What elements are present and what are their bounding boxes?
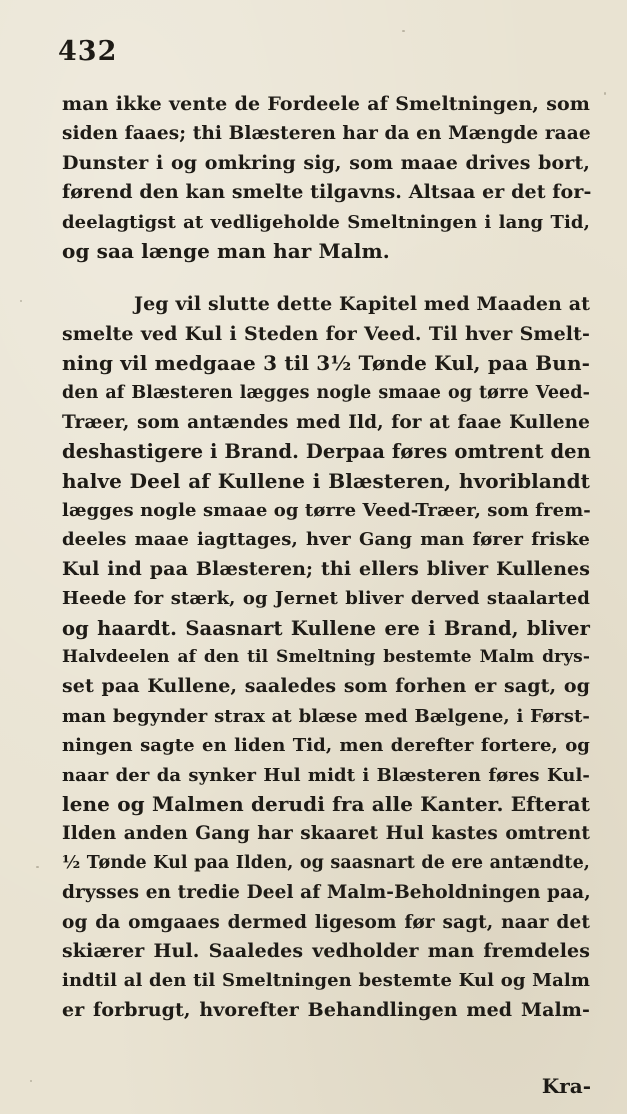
text-line: Dunster i og omkring sig, som maae drives bort, bbox=[62, 151, 590, 174]
text-line: Halvdeelen af den til Smeltning bestemte Malm drys- bbox=[62, 647, 590, 668]
text-line: Træer, som antændes med Ild, for at faae Kullene bbox=[62, 411, 590, 433]
paragraph-2 bbox=[62, 290, 590, 1025]
text-line: naar der da synker Hul midt i Blæsteren føres Kul- bbox=[62, 764, 590, 786]
text-line: Heede for stærk, og Jernet bliver derved staalarted bbox=[62, 588, 590, 610]
text-line: deshastigere i Brand. Derpaa føres omtrent den bbox=[62, 440, 591, 464]
text-line: ning vil medgaae 3 til 3½ Tønde Kul, paa Bun- bbox=[62, 351, 590, 376]
text-line: lægges nogle smaae og tørre Veed-Træer, som frem- bbox=[62, 500, 591, 522]
text-line: og saa længe man har Malm. bbox=[62, 238, 390, 263]
paper-speck bbox=[20, 300, 22, 302]
text-line: Jeg vil slutte dette Kapitel med Maaden at bbox=[134, 293, 590, 316]
text-line: deeles maae iagttages, hver Gang man fører friske bbox=[62, 529, 590, 551]
text-line: deelagtigst at vedligeholde Smeltningen i lang Tid, bbox=[62, 211, 590, 233]
text-line: smelte ved Kul i Steden for Veed. Til hver Smelt- bbox=[62, 322, 590, 345]
catchword: Kra- bbox=[541, 1074, 591, 1098]
text-line: siden faaes; thi Blæsteren har da en Mængde raae bbox=[62, 123, 591, 145]
text-block bbox=[62, 90, 590, 1025]
text-line: man begynder strax at blæse med Bælgene, i Først- bbox=[62, 705, 590, 727]
paper-speck bbox=[402, 30, 405, 32]
paper-speck bbox=[604, 92, 606, 95]
text-line: og da omgaaes dermed ligesom før sagt, naar det bbox=[62, 911, 590, 933]
text-line: halve Deel af Kullene i Blæsteren, hvoriblandt bbox=[62, 468, 590, 493]
text-line: indtil al den til Smeltningen bestemte Kul og Malm bbox=[62, 970, 590, 992]
page-number: 432 bbox=[58, 36, 118, 67]
paper-speck bbox=[36, 866, 39, 868]
text-line: er forbrugt, hvorefter Behandlingen med Malm- bbox=[62, 998, 590, 1021]
text-line: ningen sagte en liden Tid, men derefter fortere, og bbox=[62, 735, 590, 757]
text-line: set paa Kullene, saaledes som forhen er sagt, og bbox=[62, 675, 590, 698]
text-line: ½ Tønde Kul paa Ilden, og saasnart de ere antændte, bbox=[62, 852, 590, 873]
paper-speck bbox=[30, 1080, 32, 1082]
text-line: skiærer Hul. Saaledes vedholder man fremdeles bbox=[62, 939, 590, 962]
text-line: lene og Malmen derudi fra alle Kanter. Efterat bbox=[62, 791, 590, 816]
text-line: man ikke vente de Fordeele af Smeltningen, som bbox=[62, 93, 590, 115]
text-line: drysses en tredie Deel af Malm-Beholdningen paa, bbox=[62, 882, 591, 904]
paragraph-1 bbox=[62, 90, 590, 266]
text-line: den af Blæsteren lægges nogle smaae og tørre Veed- bbox=[62, 382, 590, 403]
text-line: Kul ind paa Blæsteren; thi ellers bliver Kullenes bbox=[62, 557, 590, 580]
text-line: og haardt. Saasnart Kullene ere i Brand, bliver bbox=[62, 616, 590, 640]
paragraph-gap bbox=[62, 266, 590, 290]
text-line: Ilden anden Gang har skaaret Hul kastes omtrent bbox=[62, 823, 590, 845]
text-line: førend den kan smelte tilgavns. Altsaa er det for- bbox=[62, 181, 592, 204]
